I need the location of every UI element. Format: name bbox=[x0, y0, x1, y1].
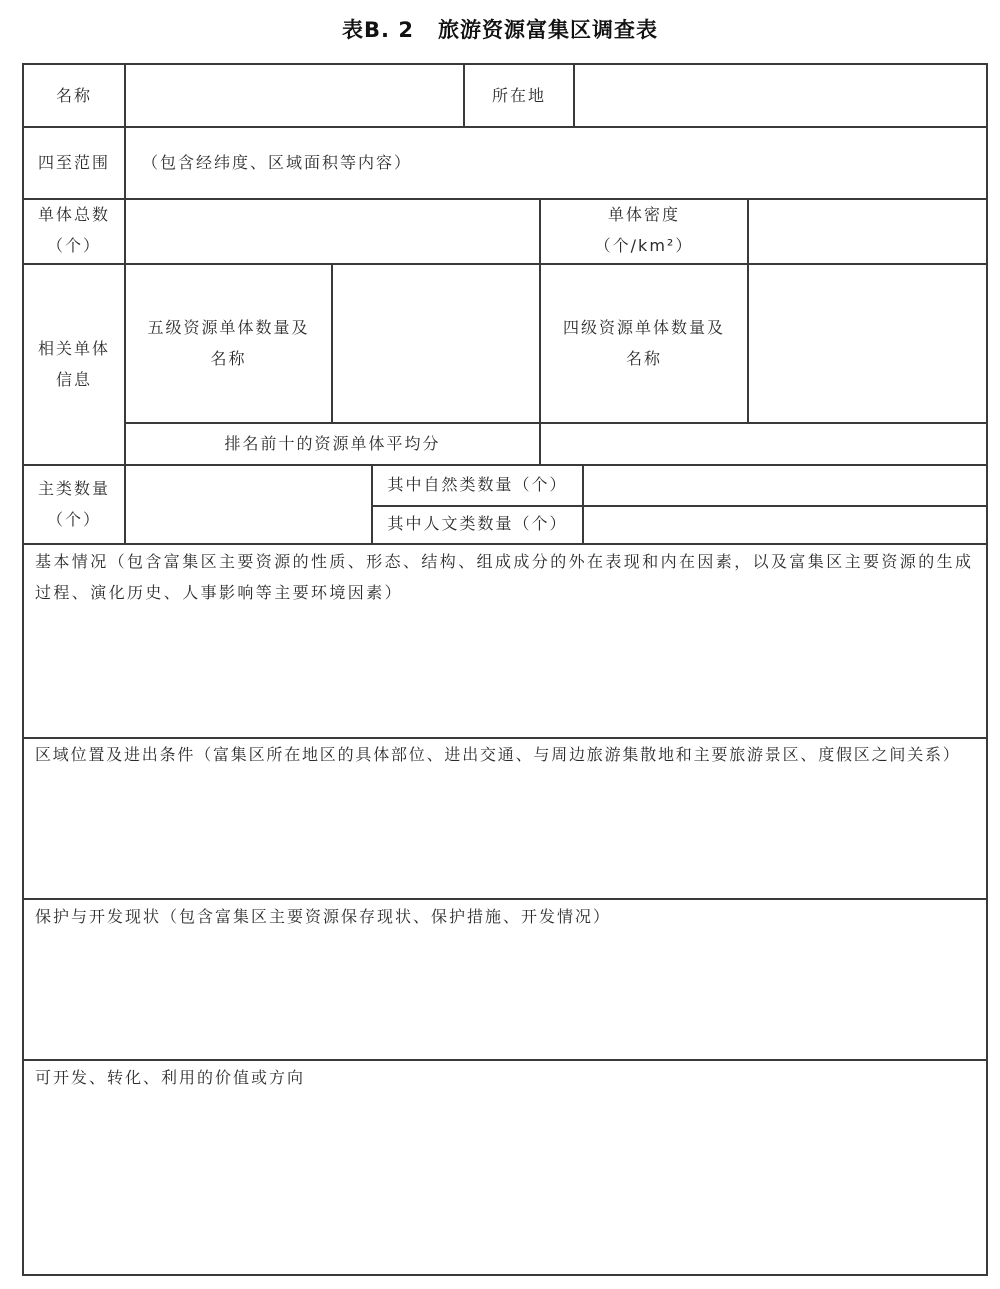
main-class-label bbox=[24, 473, 124, 535]
boundary-label: 四至范围 bbox=[37, 153, 110, 172]
cultural-count-field[interactable] bbox=[584, 507, 986, 543]
unit-total-label bbox=[24, 199, 124, 261]
level5-label-line2: 名称 bbox=[210, 349, 247, 368]
level5-field[interactable] bbox=[333, 265, 539, 422]
development-value-field[interactable] bbox=[24, 1098, 986, 1274]
location-field[interactable] bbox=[575, 65, 986, 126]
protection-status-label: 保护与开发现状（包含富集区主要资源保存现状、保护措施、开发情况） bbox=[35, 907, 612, 926]
related-info-label-line2: 信息 bbox=[55, 370, 92, 389]
table-title bbox=[0, 14, 1000, 44]
main-class-label-line1: 主类数量 bbox=[37, 479, 110, 498]
level5-label bbox=[126, 312, 331, 374]
unit-total-field[interactable] bbox=[126, 200, 539, 263]
location-access-field[interactable] bbox=[24, 775, 986, 898]
level4-label-line1: 四级资源单体数量及 bbox=[562, 318, 725, 337]
level4-label-line2: 名称 bbox=[625, 349, 662, 368]
unit-density-label bbox=[541, 199, 747, 261]
unit-total-label-line1: 单体总数 bbox=[37, 205, 110, 224]
level4-label bbox=[541, 312, 747, 374]
natural-count-label: 其中自然类数量（个） bbox=[387, 475, 568, 494]
name-label: 名称 bbox=[55, 86, 92, 105]
related-info-label-line1: 相关单体 bbox=[37, 339, 110, 358]
top10-avg-label: 排名前十的资源单体平均分 bbox=[224, 434, 441, 453]
name-field[interactable] bbox=[126, 65, 463, 126]
unit-total-label-line2: （个） bbox=[46, 236, 101, 255]
table-title-text: 旅游资源富集区调查表 bbox=[437, 18, 658, 42]
row-divider bbox=[22, 898, 988, 900]
development-value-label: 可开发、转化、利用的价值或方向 bbox=[35, 1068, 306, 1087]
basic-situation-field[interactable] bbox=[24, 610, 986, 737]
main-class-label-line2: （个） bbox=[46, 510, 101, 529]
location-access-label: 区域位置及进出条件（富集区所在地区的具体部位、进出交通、与周边旅游集散地和主要旅游景区、度假区之间关系） bbox=[35, 745, 961, 764]
cultural-count-label: 其中人文类数量（个） bbox=[387, 514, 568, 533]
level4-field[interactable] bbox=[749, 265, 986, 422]
table-number: 表B. 2 bbox=[342, 18, 414, 42]
main-class-field[interactable] bbox=[126, 466, 371, 543]
unit-density-label-line2: （个/km²） bbox=[594, 236, 694, 255]
unit-density-field[interactable] bbox=[749, 200, 986, 263]
row-divider bbox=[22, 1059, 988, 1061]
location-label: 所在地 bbox=[491, 86, 546, 105]
boundary-hint: （包含经纬度、区域面积等内容） bbox=[142, 153, 413, 172]
unit-density-label-line1: 单体密度 bbox=[607, 205, 680, 224]
top10-avg-field[interactable] bbox=[541, 424, 986, 464]
boundary-field[interactable] bbox=[126, 128, 986, 198]
level5-label-line1: 五级资源单体数量及 bbox=[147, 318, 310, 337]
natural-count-field[interactable] bbox=[584, 466, 986, 505]
basic-situation-label: 基本情况（包含富集区主要资源的性质、形态、结构、组成成分的外在表现和内在因素，以及富集区主要资源的生成过程、演化历史、人事影响等主要环境因素） bbox=[35, 552, 974, 602]
protection-status-field[interactable] bbox=[24, 937, 986, 1059]
related-info-label bbox=[24, 333, 124, 395]
row-divider bbox=[22, 543, 988, 545]
